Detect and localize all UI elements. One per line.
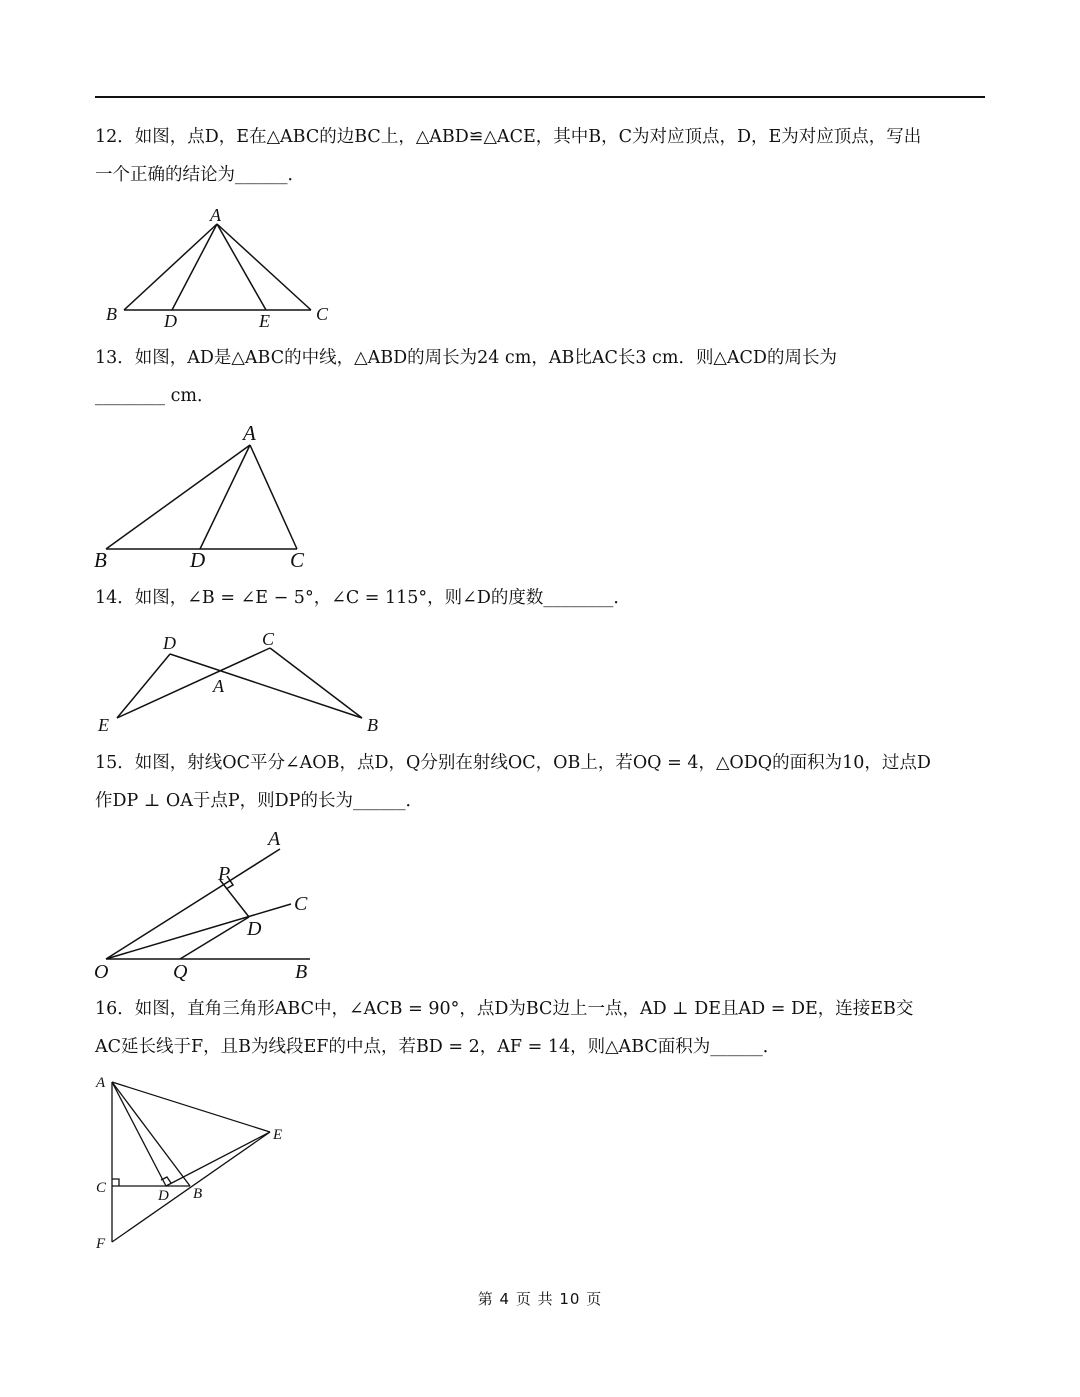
question-16-line-2: AC延长线于F，且B为线段EF的中点，若BD = 2，AF = 14，则△ABC面积为______． <box>95 1037 781 1057</box>
label-A: A <box>210 205 221 225</box>
header-rule <box>95 96 985 98</box>
question-14 <box>95 579 985 617</box>
label-B: B <box>94 548 107 572</box>
label-A: A <box>96 1075 106 1091</box>
question-13-line-1: 13．如图，AD是△ABC的中线，△ABD的周长为24 cm，AB比AC长3 cm．则△ACD的周长为 <box>95 348 837 368</box>
label-A: A <box>213 676 224 696</box>
label-E: E <box>98 715 109 735</box>
figure-q16 <box>0 1068 320 1253</box>
label-D: D <box>247 918 262 940</box>
label-B: B <box>106 304 117 324</box>
label-C: C <box>316 304 329 324</box>
label-C: C <box>290 548 305 572</box>
question-13 <box>95 339 985 415</box>
label-B: B <box>367 715 378 735</box>
label-D: D <box>164 311 177 331</box>
figure-q12 <box>0 200 360 340</box>
label-B: B <box>295 961 308 983</box>
question-12-line-1: 12．如图，点D，E在△ABC的边BC上，△ABD≌△ACE，其中B，C为对应顶点，D，E为对应顶点，写出 <box>95 127 922 147</box>
figure-q13 <box>0 420 360 580</box>
question-13-line-2: ________ cm． <box>95 386 215 406</box>
figure-q15 <box>0 825 360 990</box>
label-F: F <box>96 1236 106 1252</box>
question-16 <box>95 990 985 1066</box>
question-14-line-1: 14．如图，∠B = ∠E − 5°，∠C = 115°，则∠D的度数________． <box>95 588 631 608</box>
label-D: D <box>190 548 206 572</box>
question-16-line-1: 16．如图，直角三角形ABC中，∠ACB = 90°，点D为BC边上一点，AD ⊥ DE且AD = DE，连接EB交 <box>95 999 914 1019</box>
label-D: D <box>158 1188 169 1204</box>
label-E: E <box>273 1127 283 1143</box>
label-A: A <box>243 421 256 445</box>
label-P: P <box>218 863 231 885</box>
label-Q: Q <box>173 961 188 983</box>
label-B: B <box>193 1186 203 1202</box>
label-C: C <box>294 893 308 915</box>
question-15-line-1: 15．如图，射线OC平分∠AOB，点D，Q分别在射线OC，OB上，若OQ = 4，△ODQ的面积为10，过点D <box>95 753 931 773</box>
label-A: A <box>268 828 281 850</box>
question-12-line-2: 一个正确的结论为______． <box>95 165 305 185</box>
label-O: O <box>94 961 109 983</box>
question-15-line-2: 作DP ⊥ OA于点P，则DP的长为______． <box>95 791 423 811</box>
label-D: D <box>163 633 176 653</box>
figure-q14 <box>0 625 400 740</box>
label-E: E <box>259 311 270 331</box>
label-C: C <box>96 1180 107 1196</box>
label-C: C <box>262 629 275 649</box>
page-footer: 第 4 页 共 10 页 <box>477 1290 603 1308</box>
question-15 <box>95 744 985 820</box>
question-12 <box>95 118 985 194</box>
